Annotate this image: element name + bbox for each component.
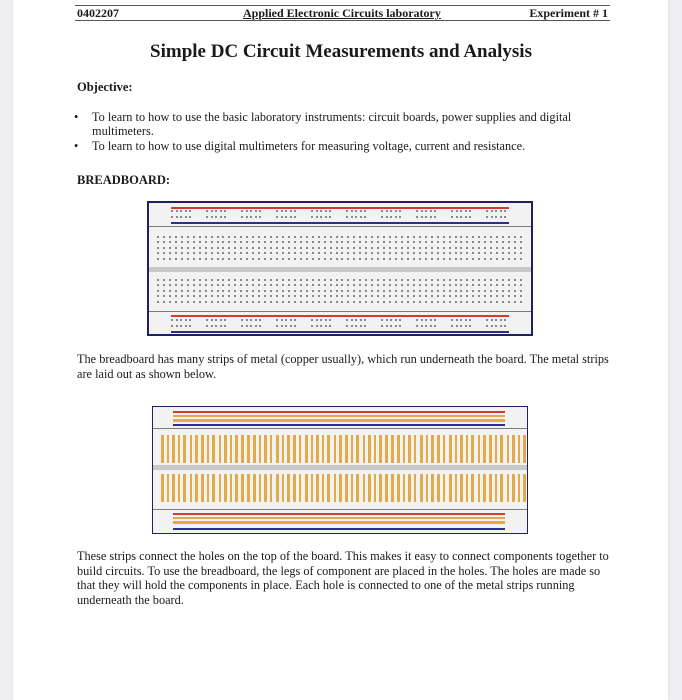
breadboard-top-view-figure [147, 201, 533, 336]
copper-strip [173, 419, 505, 422]
experiment-number: Experiment # 1 [529, 6, 608, 20]
negative-rail-line [171, 222, 509, 224]
course-code: 0402207 [77, 6, 119, 20]
breadboard-strips-figure [152, 406, 528, 534]
positive-rail-line [171, 315, 509, 317]
bottom-strip-rail [153, 509, 527, 534]
copper-strip [173, 517, 505, 519]
objective-list [74, 110, 594, 153]
objective-item [74, 110, 594, 138]
bullet-icon: • [74, 110, 79, 124]
bullet-icon: • [74, 139, 79, 153]
course-title: Applied Electronic Circuits laboratory [243, 6, 441, 20]
negative-strip [173, 424, 505, 426]
copper-strip [173, 521, 505, 524]
positive-strip [173, 513, 505, 515]
page-header [75, 5, 610, 21]
objective-item-text: To learn to how to use the basic laboratory instruments: circuit boards, power supplies and digital multimeters. [92, 110, 572, 138]
top-power-rail [149, 203, 531, 227]
bottom-power-rail [149, 311, 531, 336]
center-channel [149, 267, 531, 272]
positive-rail-line [171, 207, 509, 209]
negative-rail-line [171, 331, 509, 333]
copper-strip [173, 415, 505, 417]
positive-strip [173, 411, 505, 413]
top-strip-rail [153, 407, 527, 429]
objective-item-text: To learn to how to use digital multimeters for measuring voltage, current and resistance. [92, 139, 526, 153]
objective-item [74, 139, 594, 153]
document-title: Simple DC Circuit Measurements and Analysis [150, 41, 532, 62]
breadboard-paragraph-2: These strips connect the holes on the top of the board. This makes it easy to connect components together to build circuits. To use the breadboard, the legs of component are placed in the holes. The holes are made so that they will hold the components in place. Each hole is connected to one of the metal strips running underneath the board. [77, 549, 609, 607]
objective-heading: Objective: [77, 80, 133, 94]
breadboard-paragraph-1: The breadboard has many strips of metal (copper usually), which run underneath the board. The metal strips are laid out as shown below. [77, 352, 609, 381]
center-channel [153, 465, 527, 470]
negative-strip [173, 528, 505, 530]
breadboard-heading: BREADBOARD: [77, 173, 171, 187]
